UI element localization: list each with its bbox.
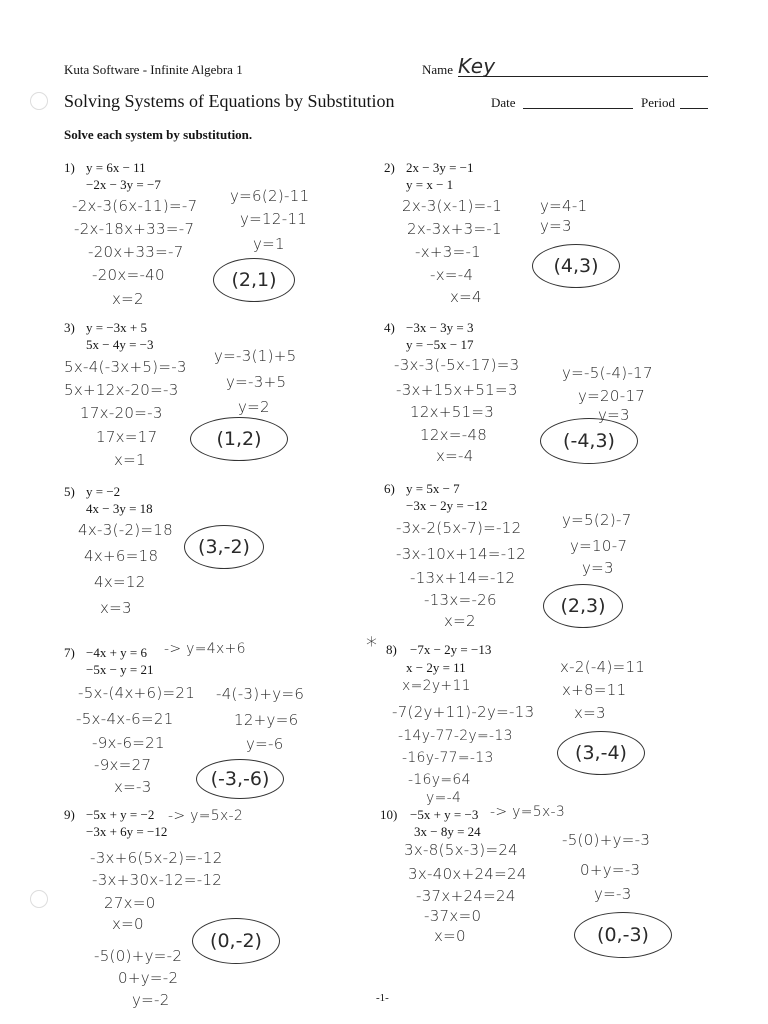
work-step: -5(0)+y=-3 [562,831,651,849]
answer-circle: (0,-3) [574,912,672,958]
work-step: y=-6 [246,735,284,753]
equation-1: −3x − 3y = 3 [406,320,474,335]
work-step: 5x+12x-20=-3 [64,381,179,399]
answer-circle: (0,-2) [192,918,280,964]
work-step: y=-5(-4)-17 [562,364,653,382]
instructions: Solve each system by substitution. [64,127,253,142]
work-step: -7(2y+11)-2y=-13 [392,703,535,721]
answer-circle: (4,3) [532,244,620,288]
work-step: -16y=64 [408,772,471,788]
equation-1: y = 5x − 7 [406,481,460,496]
work-step: x=-4 [436,447,474,465]
problem-number: 1) [64,160,75,175]
work-step: -14y-77-2y=-13 [398,728,513,744]
work-step: y=3 [598,406,630,424]
work-step: y=-3(1)+5 [214,347,297,365]
page-number: -1- [376,992,389,1004]
work-step: y=20-17 [578,387,646,405]
problem-number: 5) [64,484,75,499]
substitution-note: -> y=4x+6 [164,641,246,657]
equation-1: −4x + y = 6 [86,645,147,660]
work-step: x=1 [114,451,146,469]
hole-punch-mark [30,890,48,908]
problem-number: 6) [384,481,395,496]
worksheet-title: Solving Systems of Equations by Substitution [64,91,395,111]
equation-2: x − 2y = 11 [406,660,466,675]
problem-number: 2) [384,160,395,175]
work-step: 27x=0 [104,894,156,912]
work-step: -13x=-26 [424,591,497,609]
equation-2: 3x − 8y = 24 [414,824,481,839]
work-step: x=2 [444,612,476,630]
work-step: 17x-20=-3 [80,404,163,422]
work-step: 0+y=-3 [580,861,641,879]
work-step: y=-2 [132,991,170,1009]
work-step: x=0 [112,915,144,933]
equation-2: −2x − 3y = −7 [86,177,161,192]
substitution-note: -> y=5x-2 [168,808,244,824]
problem-number: 10) [380,807,398,822]
work-step: -5(0)+y=-2 [94,947,183,965]
work-step: -37x+24=24 [416,887,516,905]
work-step: x=2 [112,290,144,308]
work-step: y=-3+5 [226,373,287,391]
problem-number: 4) [384,320,395,335]
work-step: -4(-3)+y=6 [216,685,305,703]
equation-2: −5x − y = 21 [86,662,154,677]
work-step: y=3 [540,217,572,235]
work-step: 0+y=-2 [118,969,179,987]
work-step: -20x=-40 [92,266,165,284]
answer-circle: (-4,3) [540,418,638,464]
work-step: y=5(2)-7 [562,511,632,529]
work-step: -3x+6(5x-2)=-12 [90,849,223,867]
work-step: -2x-3(6x-11)=-7 [72,197,198,215]
publisher-label: Kuta Software - Infinite Algebra 1 [64,62,243,77]
substitution-note: x=2y+11 [402,678,471,694]
work-step: x=3 [574,704,606,722]
equation-1: −5x + y = −2 [86,807,155,822]
equation-2: −3x + 6y = −12 [86,824,168,839]
work-step: -2x-18x+33=-7 [74,220,195,238]
problem-number: 9) [64,807,75,822]
work-step: 12+y=6 [234,711,299,729]
work-step: y=-3 [594,885,632,903]
work-step: 4x+6=18 [84,547,159,565]
work-step: y=12-11 [240,210,308,228]
equation-2: y = −5x − 17 [406,337,474,352]
work-step: x=0 [434,927,466,945]
work-step: y=4-1 [540,197,588,215]
work-step: 17x=17 [96,428,158,446]
work-step: -37x=0 [424,907,482,925]
name-line [458,76,708,77]
work-step: -16y-77=-13 [402,750,494,766]
answer-circle: (2,1) [213,258,295,302]
equation-1: 2x − 3y = −1 [406,160,474,175]
work-step: x=-3 [114,778,152,796]
work-step: -x=-4 [430,266,474,284]
equation-2: 4x − 3y = 18 [86,501,153,516]
work-step: y=3 [582,559,614,577]
work-step: 4x-3(-2)=18 [78,521,173,539]
work-step: 3x-40x+24=24 [408,865,527,883]
equation-2: −3x − 2y = −12 [406,498,488,513]
name-label: Name [422,62,454,77]
work-step: 2x-3(x-1)=-1 [402,197,503,215]
work-step: -x+3=-1 [415,243,482,261]
work-step: -5x-(4x+6)=21 [78,684,196,702]
substitution-note: -> y=5x-3 [490,804,566,820]
work-step: 2x-3x+3=-1 [407,220,502,238]
work-step: x+8=11 [562,681,627,699]
equation-2: 5x − 4y = −3 [86,337,154,352]
equation-1: y = −3x + 5 [86,320,147,335]
problem-number: 3) [64,320,75,335]
answer-circle: (1,2) [190,417,288,461]
problem-number: 7) [64,645,75,660]
equation-1: −5x + y = −3 [410,807,479,822]
work-step: y=6(2)-11 [230,187,310,205]
answer-circle: (3,-4) [557,731,645,775]
work-step: 3x-8(5x-3)=24 [404,841,519,859]
work-step: -9x-6=21 [92,734,165,752]
work-step: x=3 [100,599,132,617]
star-mark: * [366,634,378,659]
work-step: x-2(-4)=11 [560,658,646,676]
work-step: 12x+51=3 [410,403,495,421]
work-step: -3x-3(-5x-17)=3 [394,356,520,374]
work-step: 5x-4(-3x+5)=-3 [64,358,187,376]
work-step: -20x+33=-7 [88,243,184,261]
answer-circle: (2,3) [543,584,623,628]
equation-1: −7x − 2y = −13 [410,642,492,657]
work-step: 4x=12 [94,573,146,591]
work-step: -3x-10x+14=-12 [396,545,527,563]
work-step: -9x=27 [94,756,152,774]
equation-1: y = 6x − 11 [86,160,146,175]
period-label: Period [641,95,675,110]
hole-punch-mark [30,92,48,110]
work-step: y=10-7 [570,537,628,555]
work-step: -13x+14=-12 [410,569,516,587]
answer-circle: (3,-2) [184,525,264,569]
name-value: Key [458,54,496,78]
work-step: -3x+15x+51=3 [396,381,518,399]
work-step: -3x-2(5x-7)=-12 [396,519,522,537]
period-line [680,108,708,109]
work-step: x=4 [450,288,482,306]
work-step: y=-4 [426,790,462,806]
work-step: -5x-4x-6=21 [76,710,174,728]
date-label: Date [491,95,516,110]
problem-number: 8) [386,642,397,657]
equation-1: y = −2 [86,484,121,499]
answer-circle: (-3,-6) [196,759,284,799]
work-step: y=2 [238,398,270,416]
work-step: -3x+30x-12=-12 [92,871,223,889]
date-line [523,108,633,109]
equation-2: y = x − 1 [406,177,454,192]
work-step: 12x=-48 [420,426,488,444]
work-step: y=1 [253,235,285,253]
